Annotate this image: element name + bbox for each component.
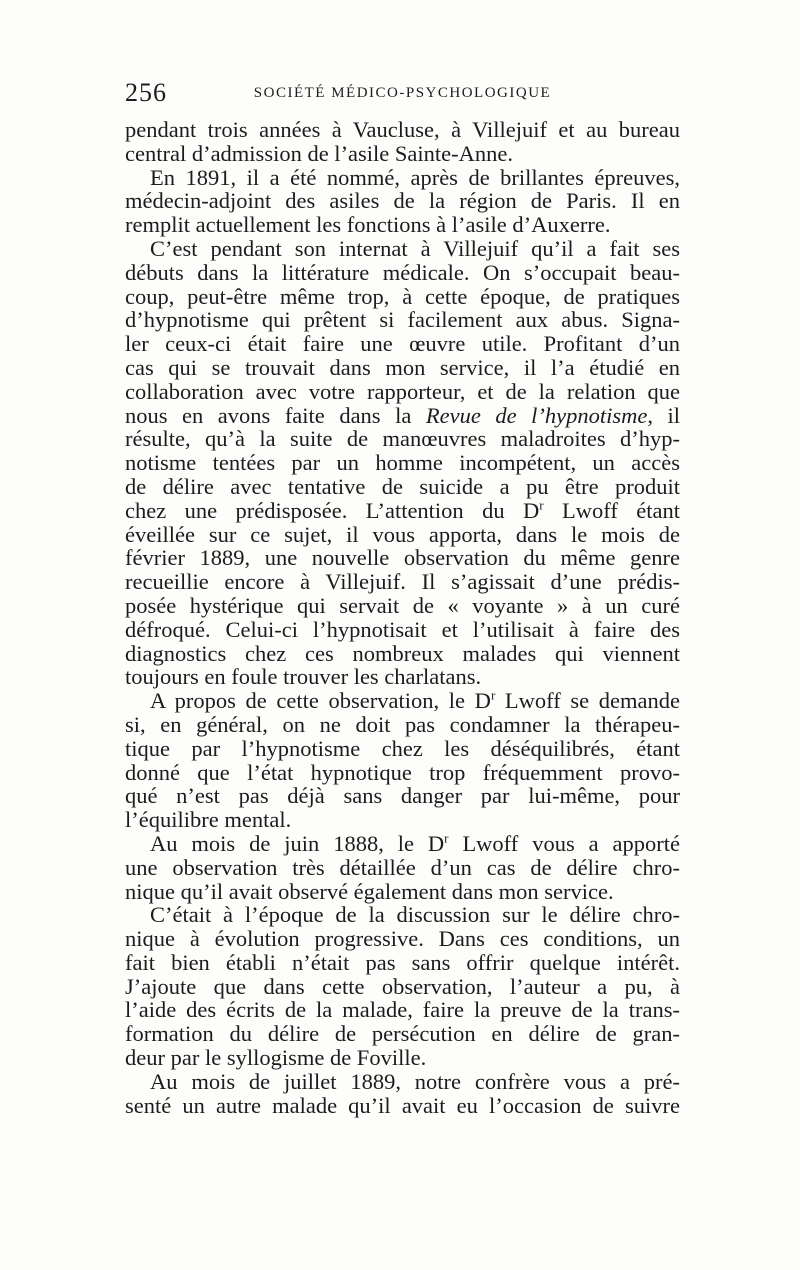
text-line: diagnostics chez ces nombreux malades qui viennent [125, 640, 680, 666]
text-line: résulte, qu’à la suite de manœuvres maladroites d’hyp- [125, 426, 680, 452]
text-line: défroqué. Celui-ci l’hypnotisait et l’utilisait à faire des [125, 616, 680, 642]
text-line: donné que l’état hypnotique trop fréquemment provo- [125, 759, 680, 785]
text-line: une observation très détaillée d’un cas de délire chro- [125, 854, 680, 880]
text-line: tique par l’hypnotisme chez les déséquilibrés, étant [125, 735, 680, 761]
text-run: Lwoff se demande [495, 688, 680, 714]
text-line: éveillée sur ce sujet, il vous apporta, dans le mois de [125, 521, 680, 547]
text-line: de délire avec tentative de suicide a pu être produit [125, 473, 680, 499]
text-line: notisme tentées par un homme incompétent, un accès [125, 450, 680, 476]
superscript: r [490, 687, 496, 703]
superscript: r [539, 497, 544, 513]
text-line: l’aide des écrits de la malade, faire la preuve de la trans- [125, 997, 680, 1023]
text-line [125, 404, 680, 428]
text-line: qué n’est pas déjà sans danger par lui-même, pour [125, 783, 680, 809]
text-line [125, 832, 680, 856]
text-line: collaboration avec votre rapporteur, et de la relation que [125, 378, 680, 404]
text-line: ler ceux-ci était faire une œuvre utile. Profitant d’un [125, 331, 680, 357]
text-line: fait bien établi n’était pas sans offrir quelque intérêt. [125, 949, 680, 975]
italic-title: Revue de l’hypnotisme [425, 402, 648, 428]
text-line: senté un autre malade qu’il avait eu l’occasion de suivre [125, 1092, 680, 1118]
text-line: deur par le syllogisme de Foville. [125, 1045, 427, 1071]
journal-title: SOCIÉTÉ MÉDICO-PSYCHOLOGIQUE [253, 85, 552, 101]
text-line: J’ajoute que dans cette observation, l’auteur a pu, à [125, 973, 680, 999]
text-line: coup, peut-être même trop, à cette époque, de pratiques [125, 283, 680, 309]
text-line: C’est pendant son internat à Villejuif qu’il a fait ses [150, 235, 680, 261]
text-line: posée hystérique qui servait de « voyante » à un curé [125, 592, 680, 618]
text-line: En 1891, il a été nommé, après de brillantes épreuves, [150, 164, 680, 190]
text-line: Au mois de juillet 1889, notre confrère vous a pré- [150, 1068, 680, 1094]
text-line: C’était à l’époque de la discussion sur le délire chro- [150, 902, 680, 928]
text-line: médecin-adjoint des asiles de la région de Paris. Il en [125, 188, 680, 214]
text-line: recueillie encore à Villejuif. Il s’agissait d’une prédis- [125, 569, 680, 595]
text-line: débuts dans la littérature médicale. On s’occupait beau- [125, 259, 680, 285]
superscript: r [444, 830, 449, 846]
text-run: Lwoff étant [543, 497, 680, 523]
text-line: février 1889, une nouvelle observation du même genre [125, 545, 680, 571]
text-line: l’équilibre mental. [125, 807, 292, 833]
text-line [125, 689, 680, 713]
text-line: d’hypnotisme qui prêtent si facilement aux abus. Signa- [125, 307, 680, 333]
text-run: chez une prédisposée. L’attention du D [125, 497, 540, 523]
text-line: cas qui se trouvait dans mon service, il l’a étudié en [125, 354, 680, 380]
text-line: si, en général, on ne doit pas condamner la thérapeu- [125, 711, 680, 737]
body-text [125, 118, 680, 1117]
text-line: remplit actuellement les fonctions à l’asile d’Auxerre. [125, 212, 611, 238]
text-run: A propos de cette observation, le D [150, 688, 491, 714]
text-run: Lwoff vous a apporté [448, 830, 681, 856]
text-line [125, 499, 680, 523]
text-run: nous en avons faite dans la [125, 402, 426, 428]
text-line: toujours en foule trouver les charlatans. [125, 664, 482, 690]
text-line: nique à évolution progressive. Dans ces conditions, un [125, 926, 680, 952]
text-line: central d’admission de l’asile Sainte-Anne. [125, 140, 514, 166]
text-line: nique qu’il avait observé également dans mon service. [125, 878, 614, 904]
text-run: Au mois de juin 1888, le D [150, 830, 445, 856]
running-header [125, 78, 680, 108]
page-number: 256 [125, 78, 167, 107]
text-line: formation du délire de persécution en délire de gran- [125, 1021, 680, 1047]
text-line: pendant trois années à Vaucluse, à Villejuif et au bureau [125, 117, 680, 142]
text-run: , il [647, 402, 680, 428]
